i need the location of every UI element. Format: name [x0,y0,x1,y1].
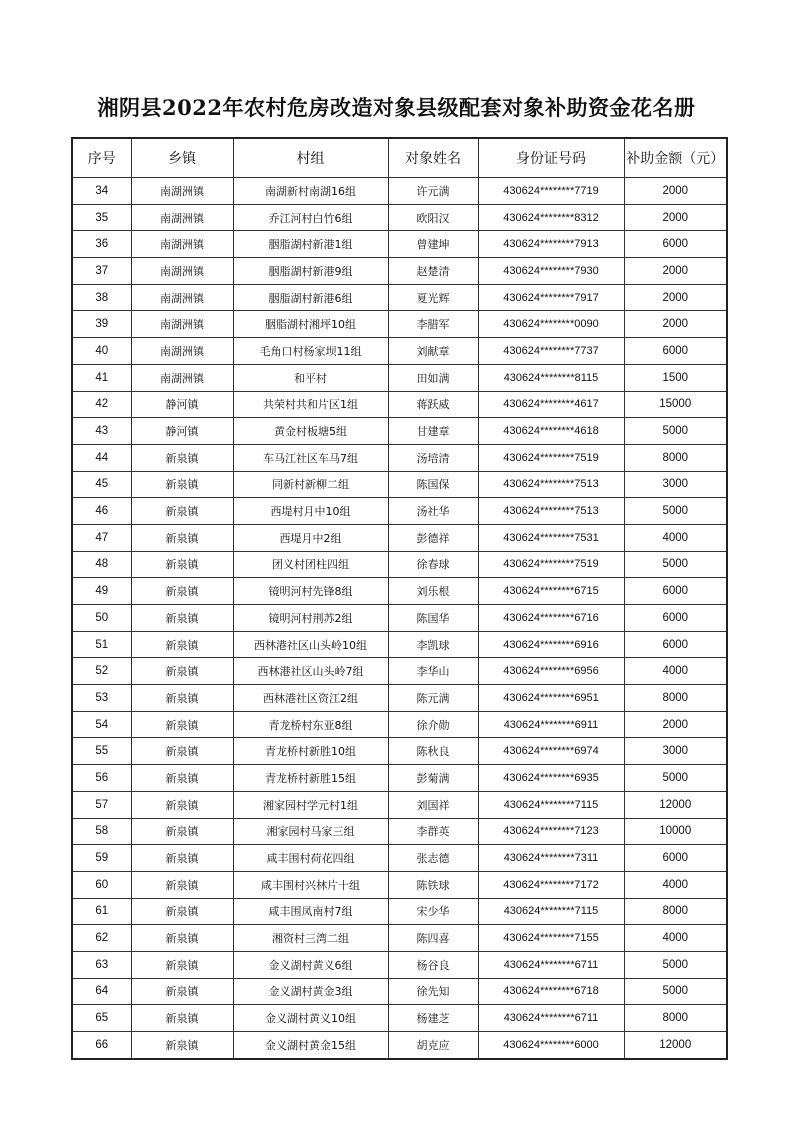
cell-village-group: 咸丰围凤南村7组 [233,898,388,925]
cell-amount: 5000 [624,551,727,578]
cell-village-group: 胭脂湖村新港1组 [233,231,388,258]
cell-serial: 60 [72,871,131,898]
cell-id-number: 430624********7930 [478,258,624,285]
cell-name: 李腊军 [388,311,478,338]
cell-name: 汤社华 [388,498,478,525]
cell-village-group: 湘家园村学元村1组 [233,791,388,818]
table-row [72,871,727,898]
cell-village-group: 西堤月中2组 [233,524,388,551]
cell-serial: 66 [72,1032,131,1059]
cell-name: 杨谷良 [388,951,478,978]
cell-amount: 3000 [624,738,727,765]
cell-serial: 39 [72,311,131,338]
cell-amount: 12000 [624,791,727,818]
cell-amount: 5000 [624,951,727,978]
cell-amount: 15000 [624,391,727,418]
cell-amount: 5000 [624,765,727,792]
cell-village-group: 西林港社区山头岭10组 [233,631,388,658]
cell-name: 刘乐根 [388,578,478,605]
cell-township: 新泉镇 [131,898,233,925]
cell-id-number: 430624********7917 [478,284,624,311]
cell-amount: 1500 [624,364,727,391]
cell-village-group: 乔江河村白竹6组 [233,204,388,231]
table-row [72,765,727,792]
table-row [72,444,727,471]
header-id-number: 身份证号码 [478,138,624,178]
cell-serial: 37 [72,258,131,285]
cell-serial: 45 [72,471,131,498]
table-row [72,391,727,418]
cell-id-number: 430624********7913 [478,231,624,258]
cell-id-number: 430624********6711 [478,951,624,978]
cell-township: 新泉镇 [131,791,233,818]
cell-serial: 48 [72,551,131,578]
table-row [72,364,727,391]
cell-amount: 12000 [624,1032,727,1059]
cell-serial: 57 [72,791,131,818]
cell-serial: 44 [72,444,131,471]
header-township: 乡镇 [131,138,233,178]
cell-id-number: 430624********6951 [478,685,624,712]
table-row [72,605,727,632]
cell-amount: 8000 [624,898,727,925]
table-row [72,551,727,578]
cell-name: 彭菊满 [388,765,478,792]
cell-amount: 10000 [624,818,727,845]
cell-amount: 2000 [624,258,727,285]
cell-id-number: 430624********6715 [478,578,624,605]
cell-village-group: 金义湖村黄义10组 [233,1005,388,1032]
cell-id-number: 430624********4617 [478,391,624,418]
cell-village-group: 车马江社区车马7组 [233,444,388,471]
cell-serial: 34 [72,178,131,205]
cell-id-number: 430624********7719 [478,178,624,205]
cell-township: 新泉镇 [131,711,233,738]
cell-township: 新泉镇 [131,765,233,792]
cell-id-number: 430624********7519 [478,551,624,578]
cell-serial: 58 [72,818,131,845]
cell-name: 李华山 [388,658,478,685]
cell-township: 新泉镇 [131,524,233,551]
cell-township: 南湖洲镇 [131,338,233,365]
header-name: 对象姓名 [388,138,478,178]
cell-serial: 52 [72,658,131,685]
cell-amount: 6000 [624,578,727,605]
cell-amount: 6000 [624,845,727,872]
cell-id-number: 430624********6911 [478,711,624,738]
cell-village-group: 和平村 [233,364,388,391]
cell-township: 南湖洲镇 [131,364,233,391]
cell-township: 新泉镇 [131,605,233,632]
cell-township: 南湖洲镇 [131,231,233,258]
cell-township: 新泉镇 [131,444,233,471]
cell-village-group: 金义湖村黄金15组 [233,1032,388,1059]
cell-serial: 35 [72,204,131,231]
cell-township: 新泉镇 [131,871,233,898]
cell-village-group: 团义村团柱四组 [233,551,388,578]
cell-serial: 54 [72,711,131,738]
subsidy-roster-table [71,137,728,1060]
cell-amount: 5000 [624,418,727,445]
cell-name: 田如满 [388,364,478,391]
table-row [72,418,727,445]
cell-amount: 2000 [624,284,727,311]
cell-id-number: 430624********7513 [478,498,624,525]
cell-name: 汤培清 [388,444,478,471]
table-row [72,818,727,845]
cell-id-number: 430624********7115 [478,791,624,818]
table-row [72,284,727,311]
cell-amount: 2000 [624,204,727,231]
cell-village-group: 西林港社区资江2组 [233,685,388,712]
cell-amount: 6000 [624,631,727,658]
cell-id-number: 430624********7531 [478,524,624,551]
cell-township: 南湖洲镇 [131,204,233,231]
cell-village-group: 金义湖村黄金3组 [233,978,388,1005]
table-row [72,898,727,925]
cell-serial: 47 [72,524,131,551]
cell-name: 陈元满 [388,685,478,712]
cell-village-group: 黄金村板塘5组 [233,418,388,445]
cell-amount: 4000 [624,871,727,898]
cell-township: 新泉镇 [131,845,233,872]
table-row [72,978,727,1005]
cell-name: 欧阳汉 [388,204,478,231]
table-row [72,231,727,258]
table-row [72,258,727,285]
cell-amount: 4000 [624,925,727,952]
cell-id-number: 430624********6716 [478,605,624,632]
cell-serial: 56 [72,765,131,792]
cell-serial: 36 [72,231,131,258]
cell-id-number: 430624********7311 [478,845,624,872]
cell-id-number: 430624********4618 [478,418,624,445]
cell-village-group: 青龙桥村新胜10组 [233,738,388,765]
cell-name: 徐先知 [388,978,478,1005]
cell-id-number: 430624********7172 [478,871,624,898]
cell-village-group: 青龙桥村新胜15组 [233,765,388,792]
cell-serial: 40 [72,338,131,365]
cell-id-number: 430624********0090 [478,311,624,338]
cell-village-group: 咸丰围村荷花四组 [233,845,388,872]
cell-village-group: 毛角口村杨家坝11组 [233,338,388,365]
cell-serial: 42 [72,391,131,418]
table-row [72,951,727,978]
header-amount: 补助金额（元） [624,138,727,178]
cell-name: 李群英 [388,818,478,845]
cell-serial: 64 [72,978,131,1005]
cell-id-number: 430624********6916 [478,631,624,658]
cell-amount: 4000 [624,524,727,551]
table-row [72,1032,727,1059]
table-row [72,791,727,818]
cell-name: 陈四喜 [388,925,478,952]
cell-township: 新泉镇 [131,631,233,658]
cell-township: 南湖洲镇 [131,284,233,311]
cell-village-group: 青龙桥村东亚8组 [233,711,388,738]
table-row [72,338,727,365]
cell-amount: 6000 [624,231,727,258]
cell-name: 甘建章 [388,418,478,445]
table-row [72,471,727,498]
cell-amount: 3000 [624,471,727,498]
cell-name: 曾建坤 [388,231,478,258]
cell-serial: 46 [72,498,131,525]
cell-village-group: 胭脂湖村新港9组 [233,258,388,285]
header-village-group: 村组 [233,138,388,178]
cell-name: 宋少华 [388,898,478,925]
cell-amount: 5000 [624,498,727,525]
cell-serial: 55 [72,738,131,765]
cell-name: 夏光辉 [388,284,478,311]
table-row [72,685,727,712]
cell-township: 静河镇 [131,418,233,445]
cell-village-group: 共荣村共和片区1组 [233,391,388,418]
cell-name: 刘国祥 [388,791,478,818]
cell-serial: 49 [72,578,131,605]
cell-serial: 38 [72,284,131,311]
cell-village-group: 同新村新柳二组 [233,471,388,498]
cell-name: 李凯球 [388,631,478,658]
cell-village-group: 胭脂湖村新港6组 [233,284,388,311]
cell-township: 新泉镇 [131,925,233,952]
cell-township: 南湖洲镇 [131,178,233,205]
cell-serial: 65 [72,1005,131,1032]
cell-id-number: 430624********6718 [478,978,624,1005]
cell-id-number: 430624********6000 [478,1032,624,1059]
table-row [72,178,727,205]
cell-township: 新泉镇 [131,471,233,498]
cell-name: 陈国华 [388,605,478,632]
cell-amount: 4000 [624,658,727,685]
cell-township: 新泉镇 [131,1032,233,1059]
cell-name: 刘献章 [388,338,478,365]
table-row [72,925,727,952]
cell-amount: 8000 [624,1005,727,1032]
cell-township: 新泉镇 [131,578,233,605]
table-row [72,311,727,338]
cell-township: 新泉镇 [131,685,233,712]
cell-village-group: 咸丰围村兴林片十组 [233,871,388,898]
cell-id-number: 430624********7123 [478,818,624,845]
cell-township: 南湖洲镇 [131,311,233,338]
cell-village-group: 湘资村三湾二组 [233,925,388,952]
table-row [72,631,727,658]
cell-name: 许元满 [388,178,478,205]
cell-serial: 62 [72,925,131,952]
cell-name: 胡克应 [388,1032,478,1059]
cell-id-number: 430624********7737 [478,338,624,365]
cell-village-group: 胭脂湖村湘坪10组 [233,311,388,338]
cell-name: 陈秋良 [388,738,478,765]
cell-amount: 2000 [624,178,727,205]
cell-village-group: 南湖新村南湖16组 [233,178,388,205]
cell-township: 新泉镇 [131,551,233,578]
cell-id-number: 430624********6974 [478,738,624,765]
table-row [72,738,727,765]
cell-serial: 53 [72,685,131,712]
cell-id-number: 430624********7155 [478,925,624,952]
cell-amount: 8000 [624,444,727,471]
table-row [72,204,727,231]
cell-serial: 51 [72,631,131,658]
cell-name: 杨建芝 [388,1005,478,1032]
cell-township: 新泉镇 [131,1005,233,1032]
cell-village-group: 金义湖村黄义6组 [233,951,388,978]
cell-serial: 50 [72,605,131,632]
cell-name: 徐介勋 [388,711,478,738]
cell-id-number: 430624********6711 [478,1005,624,1032]
cell-amount: 5000 [624,978,727,1005]
cell-id-number: 430624********7115 [478,898,624,925]
cell-amount: 2000 [624,311,727,338]
table-header-row [72,138,727,178]
cell-amount: 6000 [624,605,727,632]
page-title: 湘阴县2022年农村危房改造对象县级配套对象补助资金花名册 [97,95,696,120]
cell-village-group: 湘家园村马家三组 [233,818,388,845]
cell-id-number: 430624********7513 [478,471,624,498]
cell-amount: 2000 [624,711,727,738]
table-row [72,658,727,685]
cell-serial: 63 [72,951,131,978]
cell-name: 陈国保 [388,471,478,498]
cell-amount: 8000 [624,685,727,712]
table-row [72,1005,727,1032]
cell-township: 新泉镇 [131,498,233,525]
cell-serial: 41 [72,364,131,391]
cell-name: 陈铁球 [388,871,478,898]
cell-serial: 61 [72,898,131,925]
cell-amount: 6000 [624,338,727,365]
cell-name: 彭德祥 [388,524,478,551]
cell-village-group: 西堤村月中10组 [233,498,388,525]
cell-township: 新泉镇 [131,818,233,845]
cell-village-group: 镜明河村荆苏2组 [233,605,388,632]
cell-id-number: 430624********6956 [478,658,624,685]
cell-township: 静河镇 [131,391,233,418]
cell-township: 新泉镇 [131,978,233,1005]
cell-id-number: 430624********8115 [478,364,624,391]
cell-township: 新泉镇 [131,658,233,685]
cell-village-group: 镜明河村先锋8组 [233,578,388,605]
header-serial: 序号 [72,138,131,178]
cell-township: 新泉镇 [131,738,233,765]
cell-name: 赵楚清 [388,258,478,285]
table-row [72,524,727,551]
cell-serial: 43 [72,418,131,445]
table-row [72,498,727,525]
cell-township: 新泉镇 [131,951,233,978]
cell-id-number: 430624********6935 [478,765,624,792]
table-row [72,845,727,872]
cell-id-number: 430624********8312 [478,204,624,231]
cell-township: 南湖洲镇 [131,258,233,285]
cell-village-group: 西林港社区山头岭7组 [233,658,388,685]
table-body [72,178,727,1059]
cell-id-number: 430624********7519 [478,444,624,471]
cell-name: 张志德 [388,845,478,872]
cell-serial: 59 [72,845,131,872]
cell-name: 徐春球 [388,551,478,578]
table-row [72,711,727,738]
cell-name: 蒋跃威 [388,391,478,418]
table-row [72,578,727,605]
